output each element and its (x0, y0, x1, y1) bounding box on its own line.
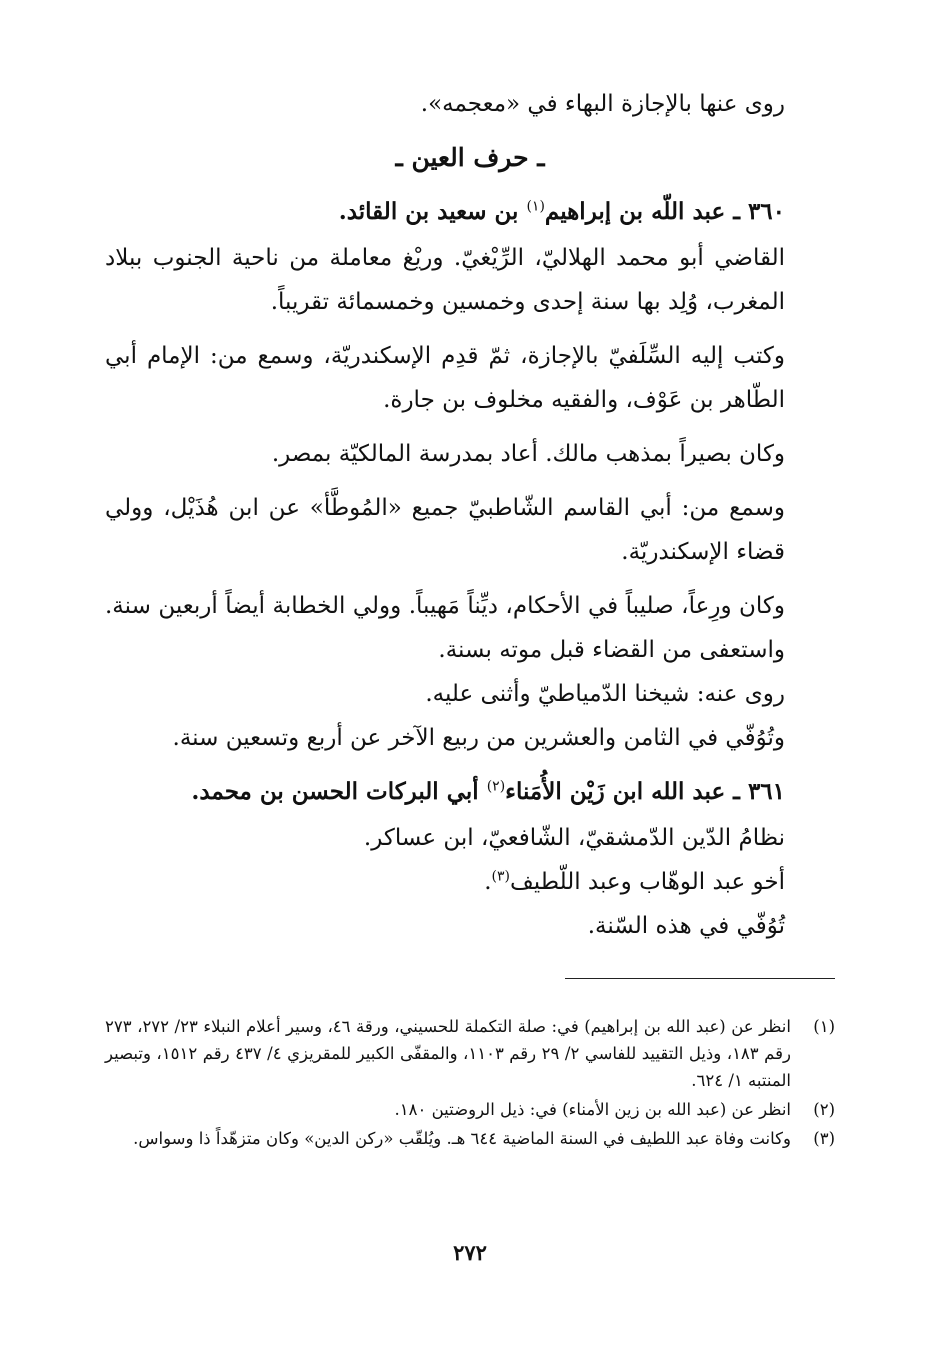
page-number: ٢٧٢ (453, 1240, 487, 1265)
footnote-text: وكانت وفاة عبد اللطيف في السنة الماضية ٦٤٤ هـ. ويُلقّب «ركن الدين» وكان متزهّداً ذا وسواس. (133, 1129, 791, 1148)
footnote-text: انظر عن (عبد الله بن زين الأمناء) في: ذيل الروضتين ١٨٠. (394, 1100, 791, 1119)
entry-360-paragraph-7: وتُوُفّي في الثامن والعشرين من ربيع الآخر عن أربع وتسعين سنة. (172, 725, 785, 751)
entry-361-line-1: نظامُ الدّين الدّمشقيّ، الشّافعيّ، ابن عساكر. (363, 825, 785, 851)
footnote-number: (٣) (813, 1129, 835, 1148)
footnote-number: (١) (813, 1017, 835, 1036)
entry-360-title-end: بن سعيد بن القائد. (338, 198, 527, 225)
intro-line: روى عنها بالإجازة البهاء في «معجمه». (420, 91, 785, 117)
entry-361-line-2 (105, 860, 835, 904)
section-heading: ـ حرف العين ـ (395, 143, 545, 172)
main-text (105, 82, 835, 948)
entry-361-line-2-end: . (484, 869, 492, 895)
footnote-ref-1: (١) (526, 198, 545, 215)
entry-361-heading (105, 770, 835, 814)
footnotes (105, 1013, 835, 1154)
entry-360-paragraph-5: وكان ورِعاً، صليباً في الأحكام، ديِّناً مَهيباً. وولي الخطابة أيضاً أربعين سنة. واستعفى من القضاء قبل موته بسنة. (105, 593, 785, 663)
entry-361-title-start: ٣٦١ ـ عبد الله ابن زَيْن الأُمَناء (505, 778, 785, 805)
footnote-ref-2: (٢) (486, 778, 506, 795)
entry-360-paragraph-4: وسمع من: أبي القاسم الشّاطبيّ جميع «المُوطَّأ» عن ابن هُذَيْل، وولي قضاء الإسكندريّة. (105, 495, 785, 565)
entry-361-line-3: تُوُفّي في هذه السّنة. (587, 913, 785, 939)
entry-360-paragraph-1: القاضي أبو محمد الهلاليّ، الرِّيْغيّ. وريْغ معاملة من ناحية الجنوب ببلاد المغرب، وُلِد بها سنة إحدى وخمسين وخمسمائة تقريباً. (105, 245, 785, 315)
footnote-text: انظر عن (عبد الله بن إبراهيم) في: صلة التكملة للحسيني، ورقة ٤٦، وسير أعلام النبلاء ٢٣/ ٢٧٢، ٢٧٣ رقم ١٨٣، وذيل التقييد للفاسي ٢/ ٢٩ رقم ١١٠٣، والمقفّى الكبير للمقريزي ٤/ ٤٣٧ رقم ١٥١٢، وتبصير المنتبه ١/ ٦٢٤. (105, 1017, 791, 1090)
entry-360-title-start: ٣٦٠ ـ عبد اللّه بن إبراهيم (544, 198, 785, 225)
entry-361-title-end: أبي البركات الحسن بن محمد. (191, 778, 487, 805)
entry-360-paragraph-2: وكتب إليه السِّلَفيّ بالإجازة، ثمّ قدِم الإسكندريّة، وسمع من: الإمام أبي الطّاهر بن عَوْف، والفقيه مخلوف بن جارة. (105, 343, 785, 413)
entry-360-paragraph-6: روى عنه: شيخنا الدّمياطيّ وأثنى عليه. (425, 681, 785, 707)
footnote-number: (٢) (813, 1100, 835, 1119)
footnote-1 (105, 1013, 835, 1094)
entry-360-heading (105, 190, 835, 234)
footnote-2 (105, 1096, 835, 1123)
footnote-ref-3: (٣) (491, 868, 510, 885)
entry-360-paragraph-3: وكان بصيراً بمذهب مالك. أعاد بمدرسة المالكيّة بمصر. (271, 441, 785, 467)
footnote-3 (105, 1125, 835, 1152)
entry-361-line-2-text: أخو عبد الوهّاب وعبد اللّطيف (509, 869, 785, 895)
footnote-separator (565, 978, 835, 979)
